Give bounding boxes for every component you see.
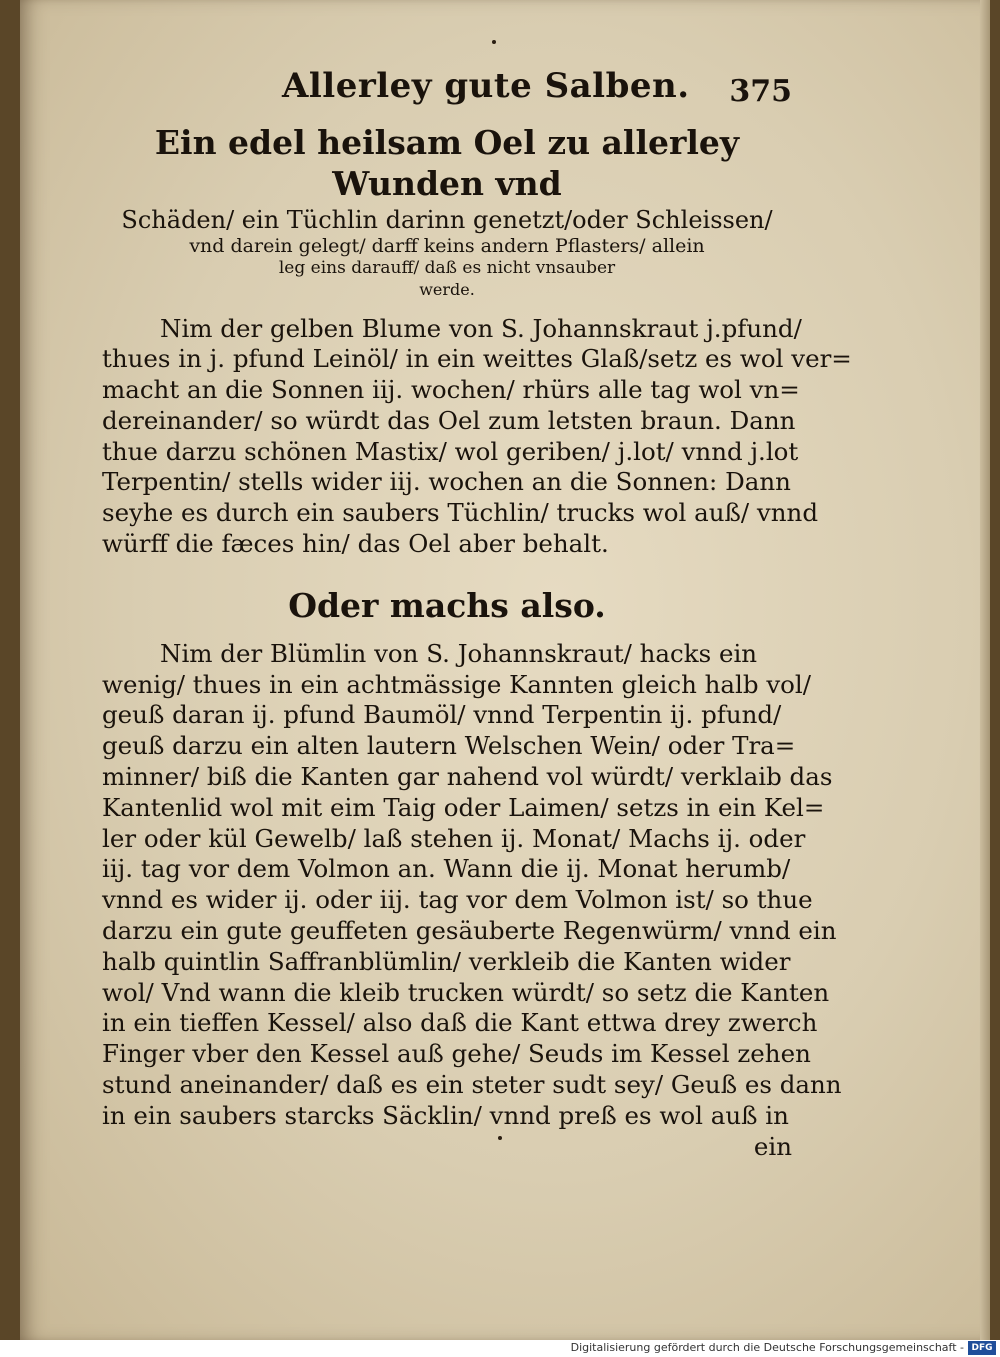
dfg-logo-icon[interactable]: DFG xyxy=(968,1341,996,1355)
funding-credit: Digitalisierung gefördert durch die Deutsche Forschungsgemeinschaft - xyxy=(570,1341,964,1354)
text-line: minner/ biß die Kanten gar nahend vol würdt/ verklaib das xyxy=(102,762,833,792)
paragraph-2 xyxy=(102,638,842,1132)
text-line: wol/ Vnd wann die kleib trucken würdt/ so setz die Kanten xyxy=(102,977,830,1007)
heading-line-2: Schäden/ ein Tüchlin darinn genetzt/oder Schleissen/ xyxy=(121,205,773,234)
text-line: in ein tieffen Kessel/ also daß die Kant ettwa drey zwerch xyxy=(102,1008,818,1038)
heading-line-5: werde. xyxy=(419,279,475,299)
subheading: Oder machs also. xyxy=(288,585,606,625)
page-number: 375 xyxy=(729,74,792,109)
text-line: geuß darzu ein alten lautern Welschen Wein/ oder Tra= xyxy=(102,731,796,761)
text-line: geuß daran ij. pfund Baumöl/ vnnd Terpentin ij. pfund/ xyxy=(102,700,782,730)
text-line: stund aneinander/ daß es ein steter sudt sey/ Geuß es dann xyxy=(102,1070,842,1100)
text-line: macht an die Sonnen iij. wochen/ rhürs alle tag wol vn= xyxy=(102,375,800,405)
text-line: würff die fæces hin/ das Oel aber behalt. xyxy=(102,529,609,559)
text-line: seyhe es durch ein saubers Tüchlin/ trucks wol auß/ vnnd xyxy=(102,498,819,528)
running-title: Allerley gute Salben. xyxy=(282,66,690,106)
page-content xyxy=(102,60,852,1162)
text-line: Kantenlid wol mit eim Taig oder Laimen/ setzs in ein Kel= xyxy=(102,792,825,822)
text-line: Terpentin/ stells wider iij. wochen an die Sonnen: Dann xyxy=(102,467,791,497)
text-line: thue darzu schönen Mastix/ wol geriben/ j.lot/ vnnd j.lot xyxy=(102,436,799,466)
recipe-heading xyxy=(102,122,792,300)
text-line: Finger vber den Kessel auß gehe/ Seuds im Kessel zehen xyxy=(102,1039,811,1069)
text-line: in ein saubers starcks Säcklin/ vnnd preß es wol auß in xyxy=(102,1100,789,1130)
text-line: dereinander/ so würdt das Oel zum letsten braun. Dann xyxy=(102,405,796,435)
heading-line-3: vnd darein gelegt/ darff keins andern Pflasters/ allein xyxy=(189,234,705,257)
text-line: iij. tag vor dem Volmon an. Wann die ij. Monat herumb/ xyxy=(102,854,791,884)
text-line: vnnd es wider ij. oder iij. tag vor dem Volmon ist/ so thue xyxy=(102,885,813,915)
text-line: wenig/ thues in ein achtmässige Kannten gleich halb vol/ xyxy=(102,669,812,699)
text-line: Nim der Blümlin von S. Johannskraut/ hacks ein xyxy=(160,638,758,668)
text-line: Nim der gelben Blume von S. Johannskraut j.pfund/ xyxy=(160,313,802,343)
text-line: darzu ein gute geuffeten gesäuberte Regenwürm/ vnnd ein xyxy=(102,916,837,946)
running-head xyxy=(102,60,792,118)
ink-speck-top xyxy=(492,40,496,44)
paragraph-1 xyxy=(102,313,852,560)
text-line: ler oder kül Gewelb/ laß stehen ij. Monat/ Machs ij. oder xyxy=(102,823,806,853)
book-page xyxy=(20,0,990,1340)
heading-line-1: Ein edel heilsam Oel zu allerley Wunden vnd xyxy=(154,123,740,204)
text-line: halb quintlin Saffranblümlin/ verkleib die Kanten wider xyxy=(102,946,791,976)
heading-line-4: leg eins darauff/ daß es nicht vnsauber xyxy=(278,258,616,279)
page-edge xyxy=(980,0,990,1340)
text-line: thues in j. pfund Leinöl/ in ein weittes Glaß/setz es wol ver= xyxy=(102,344,852,374)
catchword: ein xyxy=(753,1131,792,1161)
digitization-footer xyxy=(0,1340,1000,1357)
